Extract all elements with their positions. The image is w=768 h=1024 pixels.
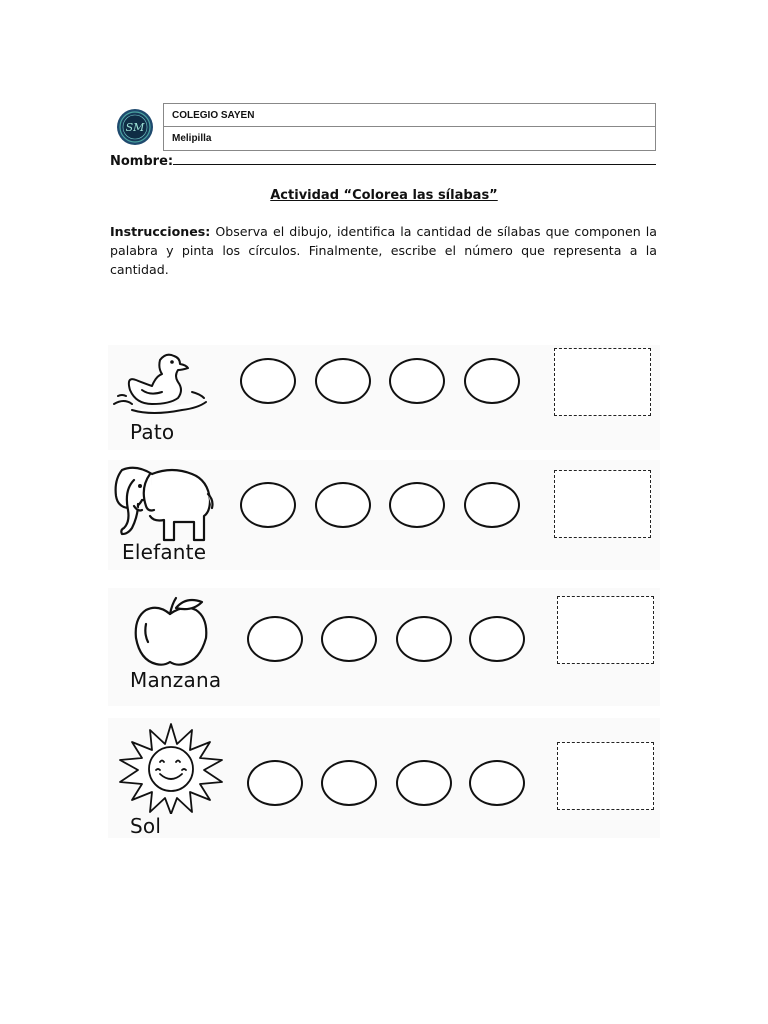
syllable-circle[interactable] (469, 760, 525, 806)
syllable-circle[interactable] (464, 358, 520, 404)
activity-row-sol (0, 718, 768, 838)
logo-letters: SM (125, 121, 145, 134)
school-header-table (163, 103, 656, 151)
elephant-icon (112, 460, 216, 544)
syllable-circle[interactable] (240, 358, 296, 404)
syllable-circle[interactable] (396, 616, 452, 662)
sun-icon (114, 722, 228, 814)
answer-box[interactable] (554, 348, 651, 416)
activity-row-elefante (0, 460, 768, 580)
syllable-circle[interactable] (321, 616, 377, 662)
name-field (110, 152, 656, 169)
school-name: COLEGIO SAYEN (164, 104, 655, 127)
syllable-circle[interactable] (315, 482, 371, 528)
syllable-circle[interactable] (247, 760, 303, 806)
apple-icon (130, 594, 214, 668)
word-label: Sol (130, 814, 162, 838)
syllable-circle[interactable] (315, 358, 371, 404)
activity-row-manzana (0, 588, 768, 708)
word-label: Elefante (122, 540, 207, 564)
syllable-circle[interactable] (469, 616, 525, 662)
instructions-text: Observa el dibujo, identifica la cantidad de sílabas que componen la palabra y pinta los círculos. Finalmente, escribe el número que representa a la cantidad. (110, 224, 657, 277)
answer-box[interactable] (557, 742, 654, 810)
answer-box[interactable] (557, 596, 654, 664)
syllable-circle[interactable] (321, 760, 377, 806)
syllable-circle[interactable] (247, 616, 303, 662)
instructions-label: Instrucciones: (110, 224, 211, 239)
syllable-circle[interactable] (240, 482, 296, 528)
syllable-circle[interactable] (389, 358, 445, 404)
school-logo-icon (116, 108, 154, 146)
activity-row-pato (0, 340, 768, 460)
duck-icon (112, 346, 212, 416)
syllable-circle[interactable] (464, 482, 520, 528)
answer-box[interactable] (554, 470, 651, 538)
school-city: Melipilla (172, 133, 212, 144)
word-label: Manzana (130, 668, 222, 692)
instructions (110, 222, 657, 279)
name-blank-line[interactable] (173, 152, 656, 165)
word-label: Pato (130, 420, 175, 444)
activity-title: Actividad “Colorea las sílabas” (270, 188, 498, 203)
name-label: Nombre: (110, 154, 174, 169)
syllable-circle[interactable] (396, 760, 452, 806)
syllable-circle[interactable] (389, 482, 445, 528)
